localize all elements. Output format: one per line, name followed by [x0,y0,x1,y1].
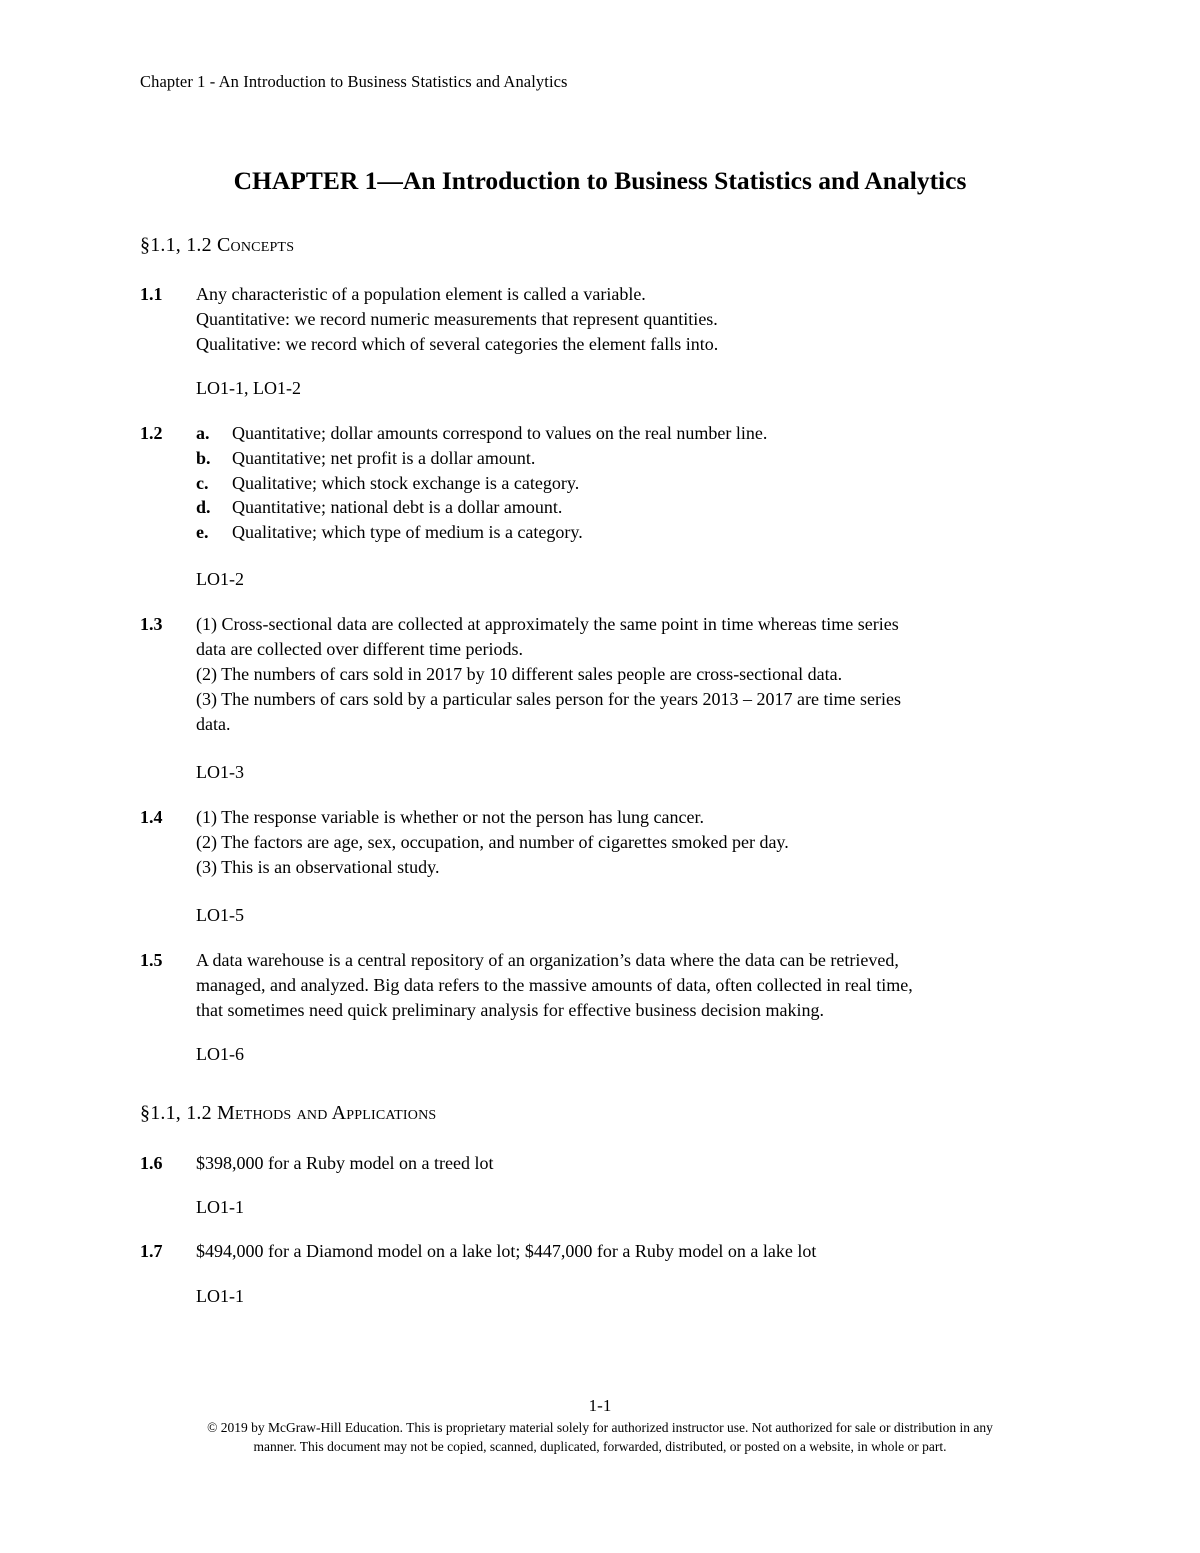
problem-text-line: (3) This is an observational study. [196,857,440,877]
learning-objective: LO1-6 [196,1044,244,1064]
problem-text-line: (2) The numbers of cars sold in 2017 by 10 different sales people are cross-sectional data. [196,664,843,684]
learning-objective: LO1-3 [196,762,244,782]
problem-number: 1.7 [140,1241,163,1261]
learning-objective: LO1-1 [196,1197,244,1217]
problem-number: 1.2 [140,423,163,443]
section-heading-concepts: §1.1, 1.2 Concepts [140,234,295,256]
item-letter: c. [196,473,209,493]
chapter-title: CHAPTER 1—An Introduction to Business Statistics and Analytics [233,166,967,195]
learning-objective: LO1-1, LO1-2 [196,378,301,398]
item-text: Quantitative; national debt is a dollar amount. [232,497,563,517]
learning-objective: LO1-2 [196,569,244,589]
problem-text-line: Qualitative: we record which of several categories the element falls into. [196,334,719,354]
item-letter: d. [196,497,211,517]
problem-text-line: Quantitative: we record numeric measurements that represent quantities. [196,309,718,329]
item-letter: a. [196,423,210,443]
copyright-line: © 2019 by McGraw-Hill Education. This is proprietary material solely for authorized instructor use. Not authorized for sale or distribution in any [207,1420,993,1435]
copyright-line: manner. This document may not be copied, scanned, duplicated, forwarded, distributed, or posted on a website, in whole or part. [253,1439,947,1454]
problem-text-line: A data warehouse is a central repository of an organization’s data where the data can be retrieved, [196,950,899,970]
problem-text-line: (1) Cross-sectional data are collected at approximately the same point in time whereas time series [196,614,899,634]
problem-number: 1.6 [140,1153,163,1173]
page-number: 1-1 [588,1396,612,1415]
problem-number: 1.1 [140,284,163,304]
problem-text-line: managed, and analyzed. Big data refers to the massive amounts of data, often collected in real time, [196,975,913,995]
problem-text-line: Any characteristic of a population element is called a variable. [196,284,646,304]
section-heading-methods: §1.1, 1.2 Methods and Applications [140,1102,437,1124]
copyright-footer [140,1418,1060,1456]
item-text: Qualitative; which stock exchange is a category. [232,473,580,493]
learning-objective: LO1-5 [196,905,244,925]
problem-text-line: data. [196,714,231,734]
running-header: Chapter 1 - An Introduction to Business Statistics and Analytics [140,72,568,91]
item-letter: e. [196,522,209,542]
item-text: Quantitative; net profit is a dollar amount. [232,448,536,468]
problem-text-line: data are collected over different time periods. [196,639,524,659]
problem-text-line: $398,000 for a Ruby model on a treed lot [196,1153,494,1173]
problem-text-line: (2) The factors are age, sex, occupation, and number of cigarettes smoked per day. [196,832,789,852]
problem-text-line: that sometimes need quick preliminary analysis for effective business decision making. [196,1000,825,1020]
learning-objective: LO1-1 [196,1286,244,1306]
problem-text-line: (1) The response variable is whether or not the person has lung cancer. [196,807,704,827]
problem-number: 1.4 [140,807,163,827]
problem-number: 1.3 [140,614,163,634]
problem-text-line: $494,000 for a Diamond model on a lake lot; $447,000 for a Ruby model on a lake lot [196,1241,817,1261]
item-text: Qualitative; which type of medium is a category. [232,522,583,542]
problem-text-line: (3) The numbers of cars sold by a particular sales person for the years 2013 – 2017 are time series [196,689,901,709]
item-letter: b. [196,448,211,468]
item-text: Quantitative; dollar amounts correspond to values on the real number line. [232,423,768,443]
problem-number: 1.5 [140,950,163,970]
